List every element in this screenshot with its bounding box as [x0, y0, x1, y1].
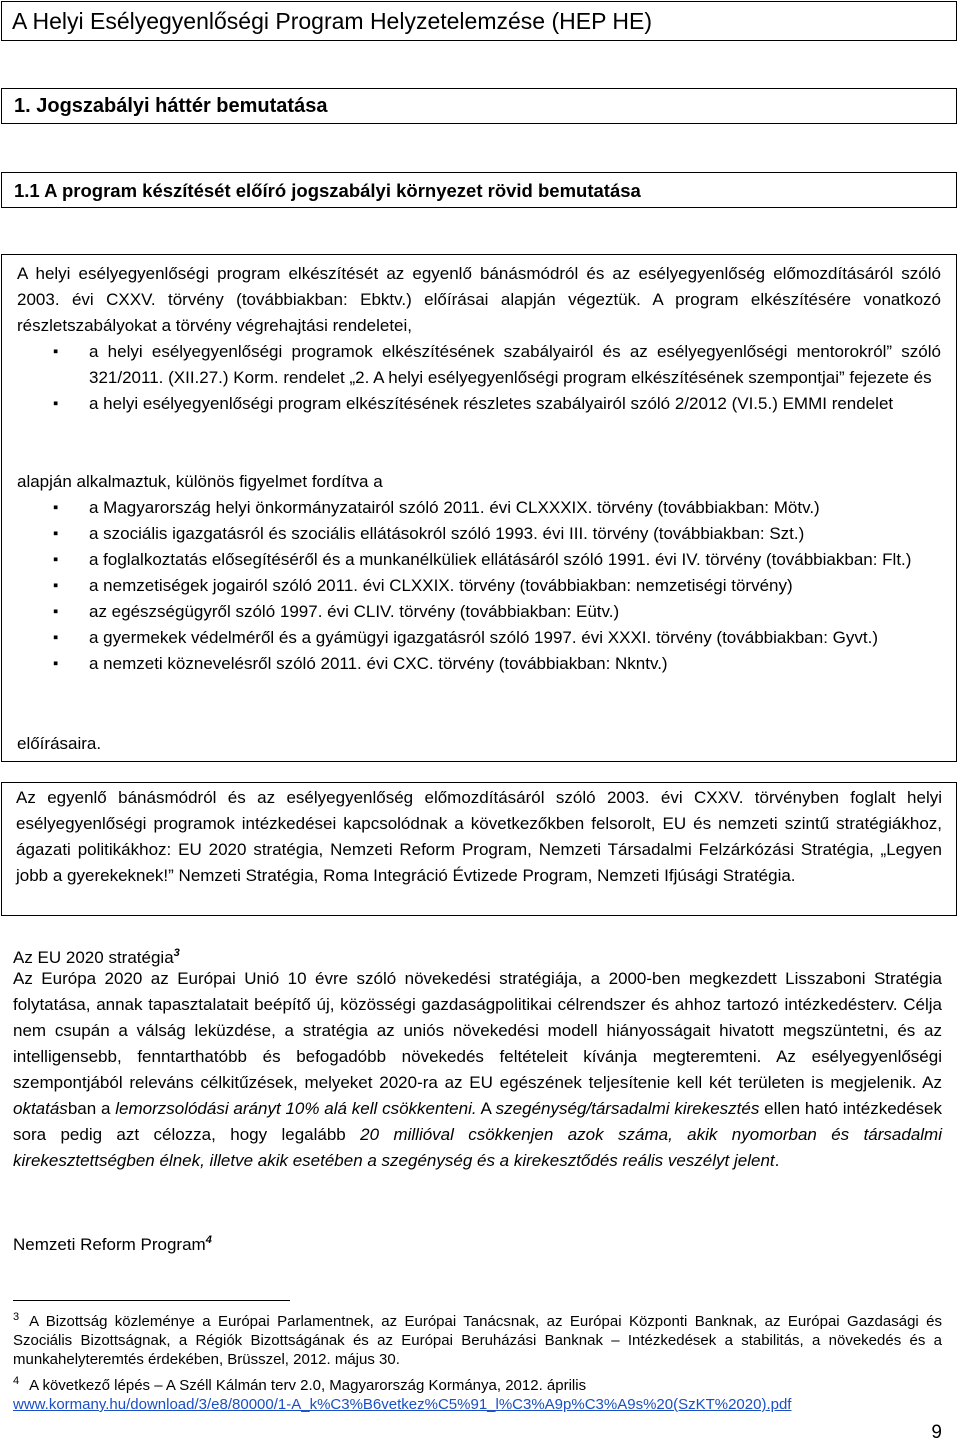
list-item: ▪ a szociális igazgatásról és szociális ellátásokról szóló 1993. évi III. törvény (továbbiakban: Szt.) — [17, 521, 941, 547]
rules-list — [17, 339, 941, 417]
eu2020-emphasis-education: oktatás — [13, 1099, 68, 1118]
footnote-separator — [13, 1300, 290, 1301]
legal-background-box — [1, 254, 957, 762]
footnote-4-text: A következő lépés – A Széll Kálmán terv 2.0, Magyarország Kormánya, 2012. április — [29, 1377, 587, 1394]
list-item: ▪ a gyermekek védelméről és a gyámügyi igazgatásról szóló 1997. évi XXXI. törvény (továbbiakban: Gyvt.) — [17, 625, 941, 651]
eu2020-text-3: A — [476, 1099, 496, 1118]
document-title: A Helyi Esélyegyenlőségi Program Helyzetelemzése (HEP HE) — [12, 8, 653, 34]
laws-list — [17, 495, 941, 677]
list-item: ▪ az egészségügyről szóló 1997. évi CLIV. törvény (továbbiakban: Eütv.) — [17, 599, 941, 625]
closing-text: előírásaira. — [17, 734, 102, 753]
list-item: ▪ a helyi esélyegyenlőségi program elkészítésének részletes szabályairól szóló 2/2012 (VI.5.) EMMI rendelet — [17, 391, 941, 417]
nrp-heading-text: Nemzeti Reform Program — [13, 1235, 206, 1254]
eu2020-text-1: Az Európa 2020 az Európai Unió 10 évre szóló növekedési stratégiája, a 2000-ben megkezdett Lisszaboni Stratégia folytatása, annak tapasztalatait beépítő új, közösségi gazdaságpolitikai célrendszer és ahhoz tartozó intézkedésterv. Célja nem csupán a válság leküzdése, a stratégia az uniós növekedési modell hiányosságait hivatott megszüntetni, és az intelligensebb, fenntarthatóbb és befogadóbb növekedés feltételeit kívánja megteremteni. Az esélyegyenlőségi szempontjából releváns célkitűzések, melyeket 2020-ra az EU egészének teljesítenie kell két területen is megjelenik. Az — [13, 969, 942, 1092]
section-1-heading-box — [1, 88, 957, 124]
footnote-3-number: 3 — [13, 1311, 20, 1323]
footnote-4-mark: 4 — [205, 1234, 212, 1246]
footnote-3-text: A Bizottság közleménye a Európai Parlamentnek, az Európai Tanácsnak, az Európai Központi Banknak, az Európai Gazdasági és Szociális Bizottságnak, a Régiók Bizottságának és az Európai Beruházási Banknak – Intézkedések a stabilitás, a növekedés és a munkahelyteremtés érdekében, Brüsszel, 2012. május 30. — [13, 1313, 942, 1368]
intro-paragraph: A helyi esélyegyenlőségi program elkészítését az egyenlő bánásmódról és az esélyegyenlőség előmozdításáról szóló 2003. évi CXXV. törvény (továbbiakban: Ebktv.) előírásai alapján végeztük. A program elkészítésére vonatkozó részletszabályokat a törvény végrehajtási rendeletei, — [17, 264, 941, 335]
list-item: ▪ a nemzetiségek jogairól szóló 2011. évi CLXXIX. törvény (továbbiakban: nemzetiségi törvény) — [17, 573, 941, 599]
eu2020-paragraph — [13, 966, 942, 1174]
list-item: ▪ a Magyarország helyi önkormányzatairól szóló 2011. évi CLXXXIX. törvény (továbbiakban: Mötv.) — [17, 495, 941, 521]
footnote-3-mark: 3 — [173, 947, 180, 959]
strategies-paragraph: Az egyenlő bánásmódról és az esélyegyenlőség előmozdításáról szóló 2003. évi CXXV. törvényben foglalt helyi esélyegyenlőségi programok intézkedései kapcsolódnak a következőkben felsorolt, EU és nemzeti szintű stratégiákhoz, ágazati politikákhoz: EU 2020 stratégia, Nemzeti Reform Program, Nemzeti Társadalmi Felzárkózási Stratégia, „Legyen jobb a gyerekeknek!” Nemzeti Stratégia, Roma Integráció Évtizede Program, Nemzeti Ifjúsági Stratégia. — [16, 788, 942, 885]
footnote-4-link[interactable]: www.kormany.hu/download/3/e8/80000/1-A_k%C3%B6vetkez%C5%91_l%C3%A9p%C3%A9s%20(SzKT%2020).pdf — [13, 1396, 792, 1413]
footnote-4-number: 4 — [13, 1375, 20, 1387]
footnote-4 — [13, 1372, 942, 1414]
eu2020-emphasis-dropout: lemorzsolódási arányt 10% alá kell csökkenteni. — [115, 1099, 477, 1118]
eu2020-text-4: ellen ható intézkedések sora pedig azt célozza, hogy legalább — [13, 1099, 943, 1144]
footnote-3 — [13, 1308, 942, 1369]
eu2020-heading-text: Az EU 2020 stratégia — [13, 948, 174, 967]
page-number: 9 — [931, 1422, 942, 1443]
based-on-text: alapján alkalmaztuk, különös figyelmet fordítva a — [17, 472, 383, 491]
strategies-box — [1, 782, 957, 916]
eu2020-emphasis-poverty: szegénység/társadalmi kirekesztés — [495, 1099, 760, 1118]
nrp-heading — [13, 1227, 942, 1258]
list-item: ▪ a nemzeti köznevelésről szóló 2011. évi CXC. törvény (továbbiakban: Nkntv.) — [17, 651, 941, 677]
document-title-box — [1, 1, 957, 41]
eu2020-text-5: . — [774, 1151, 780, 1170]
eu2020-text-2: ban a — [67, 1099, 116, 1118]
eu2020-emphasis-target: 20 millióval csökkenjen azok száma, akik nyomorban és társadalmi kirekesztettségben élnek, illetve akik esetében a szegénység és a kirekesztődés reális veszélyt jelent — [13, 1125, 942, 1170]
list-item: ▪ a helyi esélyegyenlőségi programok elkészítésének szabályairól és az esélyegyenlőségi mentorokról” szóló 321/2011. (XII.27.) Korm. rendelet „2. A helyi esélyegyenlőségi program elkészítésének szempontjai” fejezete és — [17, 339, 941, 391]
section-1-1-heading: 1.1 A program készítését előíró jogszabályi környezet rövid bemutatása — [14, 180, 641, 201]
section-1-1-heading-box — [1, 172, 957, 208]
list-item: ▪ a foglalkoztatás elősegítéséről és a munkanélküliek ellátásáról szóló 1991. évi IV. törvény (továbbiakban: Flt.) — [17, 547, 941, 573]
section-1-heading: 1. Jogszabályi háttér bemutatása — [14, 95, 328, 117]
